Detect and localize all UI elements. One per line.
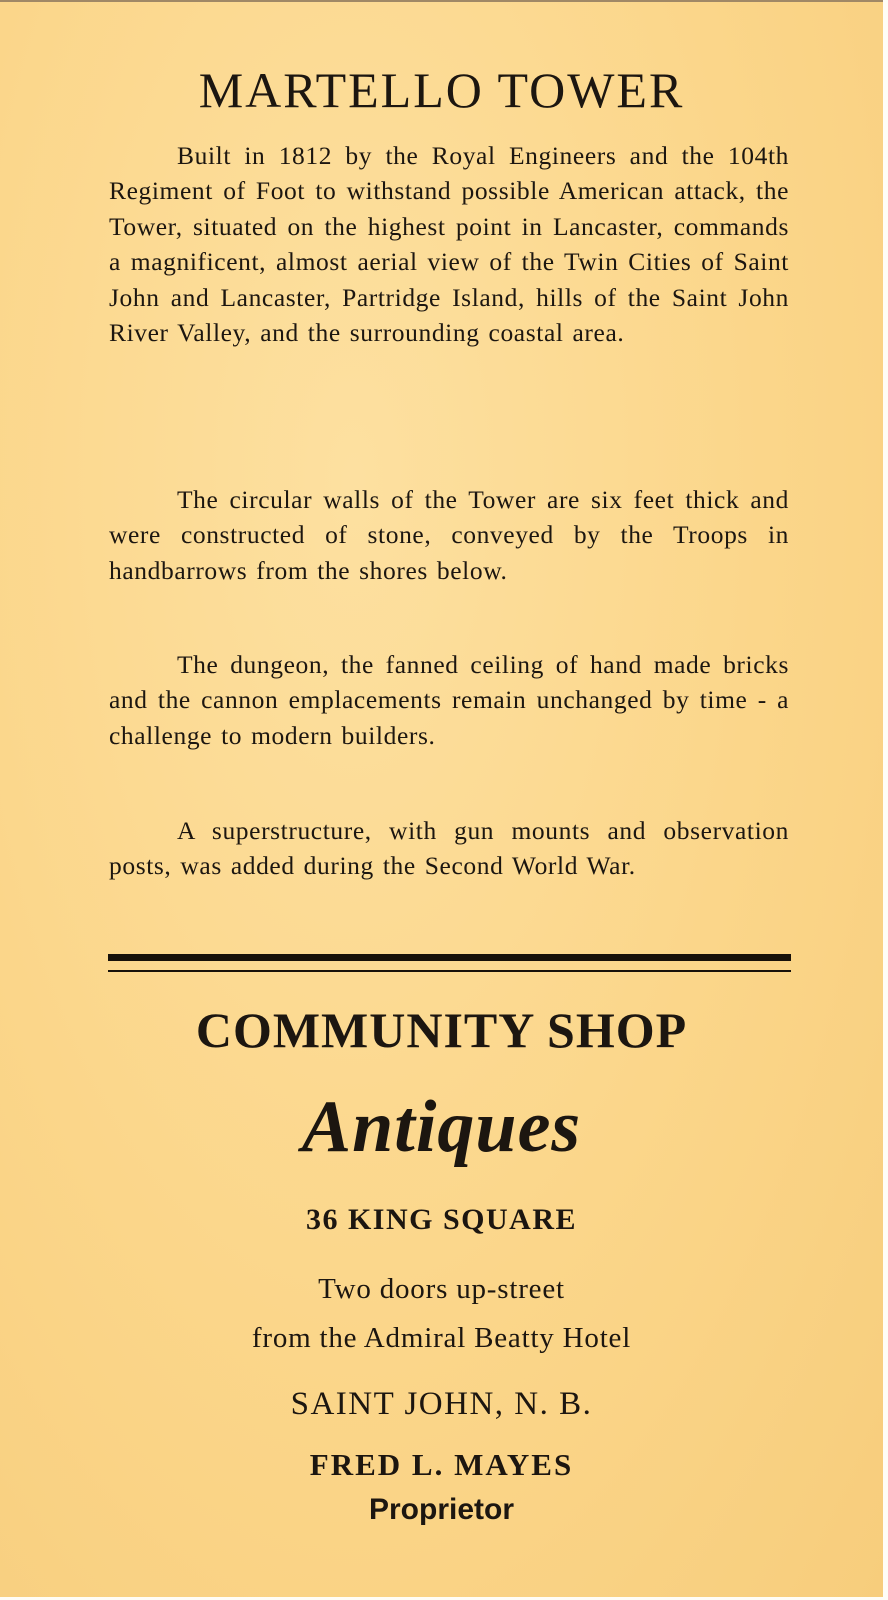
antiques-heading: Antiques	[301, 1086, 582, 1168]
paragraph-dungeon: The dungeon, the fanned ceiling of hand made bricks and the cannon emplacements remain unchanged by time - a challenge to modern builders.	[109, 650, 789, 750]
page-title: MARTELLO TOWER	[198, 62, 685, 118]
paragraph-walls: The circular walls of the Tower are six feet thick and were constructed of stone, conveyed by the Troops in handbarrows from the shores below.	[109, 485, 789, 585]
shop-city: SAINT JOHN, N. B.	[290, 1386, 593, 1422]
paragraph-superstructure: A superstructure, with gun mounts and observation posts, was added during the Second World War.	[109, 816, 789, 881]
divider-thick	[108, 954, 791, 961]
divider-thin	[108, 970, 791, 972]
shop-name: COMMUNITY SHOP	[195, 1002, 688, 1058]
shop-address: 36 KING SQUARE	[305, 1203, 578, 1236]
proprietor-role: Proprietor	[368, 1493, 515, 1526]
directions-line-1: Two doors up-street	[318, 1273, 565, 1305]
directions-line-2: from the Admiral Beatty Hotel	[251, 1322, 632, 1354]
proprietor-name: FRED L. MAYES	[309, 1447, 574, 1482]
paragraph-history: Built in 1812 by the Royal Engineers and the 104th Regiment of Foot to withstand possible American attack, the Tower, situated on the highest point in Lancaster, commands a magnificent, almost aerial view of the Twin Cities of Saint John and Lancaster, Partridge Island, hills of the Saint John River Valley, and the surrounding coastal area.	[109, 141, 789, 348]
